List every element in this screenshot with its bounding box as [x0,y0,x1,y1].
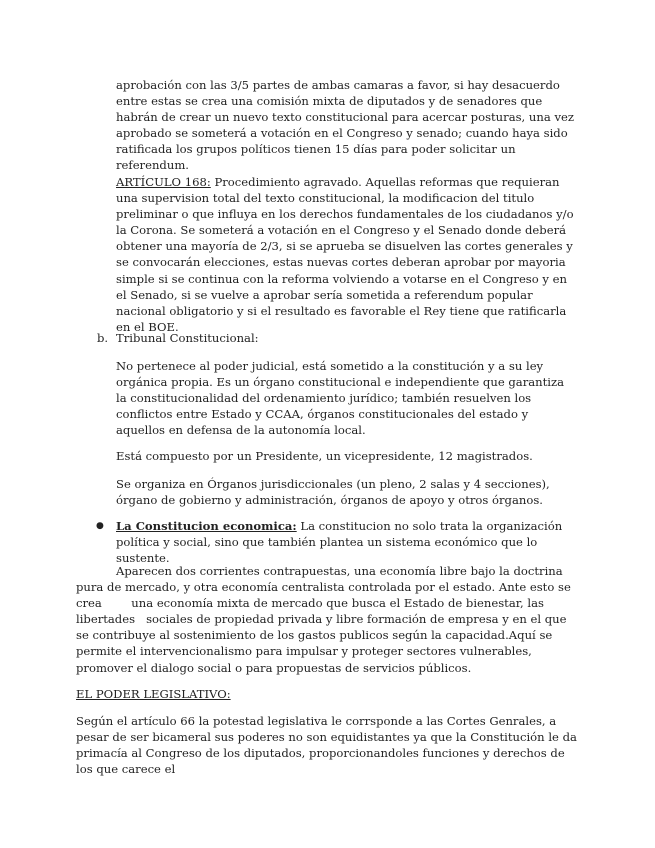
paragraph-poder-legislativo: Según el artículo 66 la potestad legislativa le corrsponde a las Cortes Genrales, a pesar de ser bicameral sus poderes no son equidistantes ya que la Constitución le da primacía al Congreso de los diputados, proporcionandoles funciones y derechos de los que carece el [76,714,577,777]
paragraph-articulo-168 [116,174,576,335]
articulo-168-label: ARTÍCULO 168: [116,175,211,189]
paragraph-reforma-ordinaria: aprobación con las 3/5 partes de ambas camaras a favor, si hay desacuerdo entre estas se crea una comisión mixta de diputados y de senadores que habrán de crear un nuevo texto constitucional para acercar posturas, una vez aprobado se someterá a votación en el Congreso y senado; cuando haya sido ratificada los grupos políticos tienen 15 días para poder solicitar un referendum. [116,78,574,173]
paragraph-corrientes-economicas: Aparecen dos corrientes contrapuestas, una economía libre bajo la doctrina pura de mercado, y otra economía centralista controlada por el estado. Ante esto se crea una economía mixta de mercado que busca el Estado de bienestar, las libertades sociales de propiedad privada y libre formación de empresa y en el que se contribuye al sostenimiento de los gastos publicos según la capacidad.Aquí se permite el intervencionalismo para impulsar y proteger sectores vulnerables, promover el dialogo social o para propuestas de servicios públicos. [76,564,593,675]
bullet-icon: ● [96,521,104,531]
articulo-168-text: Procedimiento agravado. Aquellas reformas que requieran una supervision total del texto constitucional, la modificacion del titulo preliminar o que influya en los derechos fundamentales de los ciudadanos y/o la Corona. Se someterá a votación en el Congreso y el Senado donde deberá obtener una mayoría de 2/3, si se aprueba se disuelven las cortes generales y se convocarán elecciones, estas nuevas cortes deberan aprobar por mayoria simple si se continua con la reforma volviendo a votarse en el Congreso y en el Senado, si se vuelve a aprobar sería sometida a referendum popular nacional obligatorio y si el resultado es favorable el Rey tiene que ratificarla en el BOE. [116,175,574,334]
paragraph-tribunal-composicion: Está compuesto por un Presidente, un vicepresidente, 12 magistrados. [116,449,533,463]
paragraph-tribunal-definicion: No pertenece al poder judicial, está sometido a la constitución y a su ley orgánica propia. Es un órgano constitucional e independiente que garantiza la constitucionalidad del ordenamiento jurídico; también resuelven los conflictos entre Estado y CCAA, órganos constitucionales del estado y aquellos en defensa de la autonomía local. [116,359,565,438]
constitucion-economica-text: La constitucion no solo trata la organización política y social, sino que también plantea un sistema económico que lo sustente. [116,519,563,566]
paragraph-constitucion-economica [116,518,576,566]
constitucion-economica-label: La Constitucion economica: [116,519,297,533]
list-marker-b: b. [97,331,109,345]
section-heading-poder-legislativo: EL PODER LEGISLATIVO: [76,687,231,701]
tribunal-heading: Tribunal Constitucional: [116,331,259,345]
paragraph-tribunal-organizacion: Se organiza en Órganos jurisdiccionales (un pleno, 2 salas y 4 secciones), órgano de gobierno y administración, órganos de apoyo y otros órganos. [116,477,550,508]
